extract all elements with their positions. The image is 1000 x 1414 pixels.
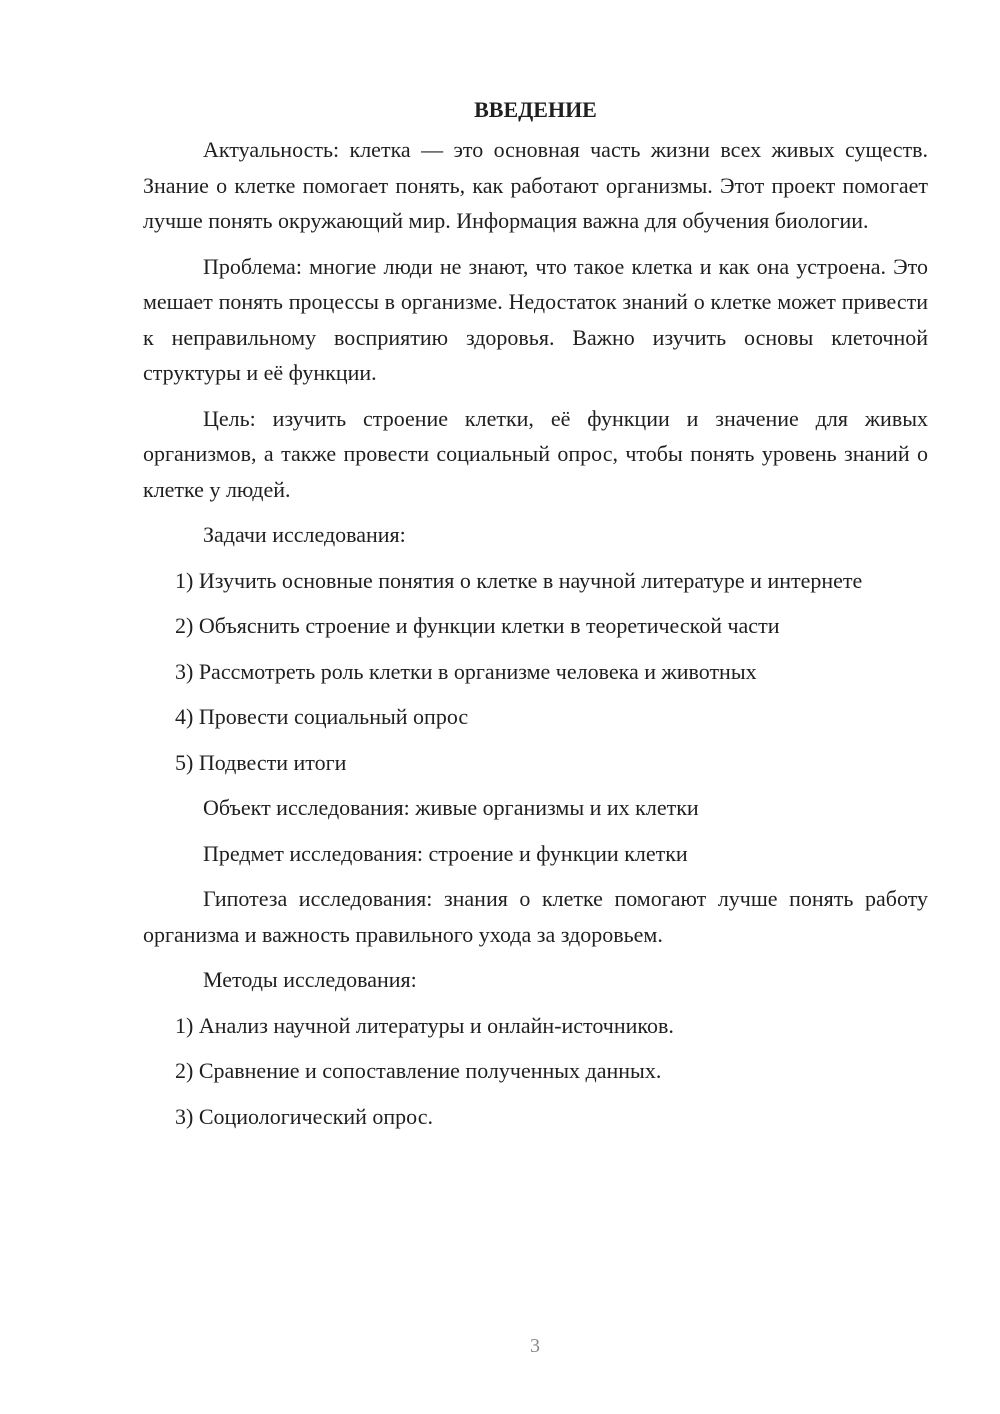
hypothesis-paragraph: Гипотеза исследования: знания о клетке помогают лучше понять работу организма и важность правильного ухода за здоровьем. xyxy=(143,886,928,947)
task-item: 1) Изучить основные понятия о клетке в научной литературе и интернете xyxy=(175,567,863,593)
page-number: 3 xyxy=(530,1335,540,1357)
research-object: Объект исследования: живые организмы и их клетки xyxy=(203,795,699,820)
task-item: 3) Рассмотреть роль клетки в организме человека и животных xyxy=(175,658,757,684)
document-page xyxy=(143,92,928,1144)
relevance-paragraph: Актуальность: клетка — это основная часть жизни всех живых существ. Знание о клетке помогает понять, как работают организмы. Этот проект помогает лучше понять окружающий мир. Информация важна для обучения биологии. xyxy=(143,137,928,233)
tasks-heading: Задачи исследования: xyxy=(203,522,406,547)
task-item: 2) Объяснить строение и функции клетки в теоретической части xyxy=(175,613,780,638)
task-item: 4) Провести социальный опрос xyxy=(175,704,469,729)
method-item: 2) Сравнение и сопоставление полученных данных. xyxy=(175,1058,662,1083)
methods-heading: Методы исследования: xyxy=(203,967,417,992)
method-item: 1) Анализ научной литературы и онлайн-источников. xyxy=(175,1012,674,1038)
task-item: 5) Подвести итоги xyxy=(175,749,347,775)
problem-paragraph: Проблема: многие люди не знают, что такое клетка и как она устроена. Это мешает понять процессы в организме. Недостаток знаний о клетке может привести к неправильному восприятию здоровья. Важно изучить основы клеточной структуры и её функции. xyxy=(143,253,928,385)
method-item: 3) Социологический опрос. xyxy=(175,1103,433,1129)
section-heading: ВВЕДЕНИЕ xyxy=(474,97,597,122)
goal-paragraph: Цель: изучить строение клетки, её функции и значение для живых организмов, а также провести социальный опрос, чтобы понять уровень знаний о клетке у людей. xyxy=(143,405,928,502)
research-subject: Предмет исследования: строение и функции клетки xyxy=(203,840,688,866)
